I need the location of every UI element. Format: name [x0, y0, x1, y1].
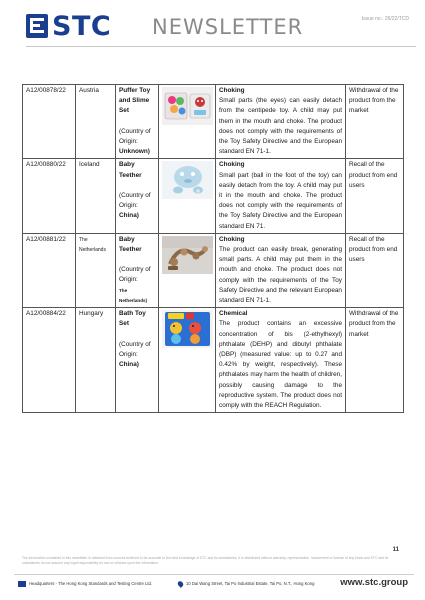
risk-type: Choking: [219, 161, 245, 169]
origin-label: (Country of Origin:: [119, 127, 151, 145]
measure-text: Withdrawal of the product from the market: [349, 310, 399, 338]
reference-cell: A12/00884/22: [23, 308, 76, 413]
reference-cell: A12/00878/22: [23, 85, 76, 159]
origin-value: The Netherlands): [119, 287, 148, 303]
photo-cell: [159, 159, 216, 233]
table-row: [23, 85, 404, 159]
risk-type: Chemical: [219, 310, 248, 318]
recall-table: [22, 84, 404, 413]
stc-logo-icon: [26, 14, 48, 38]
origin-label: (Country of Origin:: [119, 266, 151, 284]
risk-description: The product contains an excessive concentration of bis (2-ethylhexyl) phthalate (DEHP) and dibutyl phthalate (DBP) (measured value: up to 0.27 and 0.42% by weight, respectively). These phthalates may harm the health of children, possibly causing damage to the reproductive system. The product does not comply with the REACH Regulation.: [219, 320, 342, 410]
website-link[interactable]: www.stc.group: [340, 577, 408, 588]
table-row: [23, 159, 404, 233]
headquarters-label: Headquarters - The Hong Kong Standards and Testing Centre Ltd.: [29, 581, 152, 586]
risk-description: Small part (ball in the foot of the toy) can easily detach from the toy. A child may put it in the mouth and choke. The product does not comply with the requirements of the Toy Safety Directive and the European standard EN 71.: [219, 171, 342, 230]
reference-cell: A12/00880/22: [23, 159, 76, 233]
wooden-teether-photo: [162, 236, 213, 274]
product-cell: [116, 233, 159, 307]
product-name: Bath Toy Set: [119, 310, 146, 328]
newsletter-title: NEWSLETTER: [152, 15, 304, 39]
risk-description: Small parts (the eyes) can easily detach from the centipede toy. A child may put them in the mouth and choke. The product does not comply with the requirements of the Toy Safety Directive and the European standard EN 71-1.: [219, 97, 342, 156]
risk-cell: [216, 233, 346, 307]
risk-type: Choking: [219, 87, 245, 94]
risk-type: Choking: [219, 235, 245, 243]
puffer-toy-slime-set-photo: [162, 87, 213, 125]
bath-toy-set-photo: [162, 310, 213, 348]
photo-cell: [159, 85, 216, 159]
page-number: 11: [392, 547, 399, 553]
product-cell: [116, 159, 159, 233]
measure-text: Recall of the product from end users: [349, 235, 398, 264]
product-name: Baby Teether: [119, 161, 142, 179]
risk-cell: [216, 308, 346, 413]
product-cell: [116, 85, 159, 159]
measure-text: Recall of the product from end users: [349, 161, 398, 189]
notifying-country-cell: The Netherlands: [76, 233, 116, 307]
product-name: Baby Teether: [119, 235, 142, 254]
origin-label: (Country of Origin:: [119, 340, 151, 358]
measures-cell: [346, 159, 404, 233]
location-pin-icon: [177, 580, 185, 588]
origin-value: China): [119, 212, 139, 220]
product-name: Puffer Toy and Slime Set: [119, 87, 151, 115]
measures-cell: [346, 85, 404, 159]
risk-description: The product can easily break, generating small parts. A child may put them in the mouth and choke. The product does not comply with the requirements of the Toy Safety Directive and the relevant European standard EN 71-1.: [219, 246, 342, 305]
notifying-country-cell: Hungary: [76, 308, 116, 413]
baby-teether-photo: [162, 161, 213, 199]
origin-label: (Country of Origin:: [119, 191, 151, 210]
building-icon: [18, 581, 26, 587]
risk-cell: [216, 85, 346, 159]
notifying-country-cell: Austria: [76, 85, 116, 159]
risk-cell: [216, 159, 346, 233]
disclaimer-text: The information contained in this newsletter is obtained from sources believed to be accurate to the best knowledge of STC and its subsidiaries. It is distributed without warranty, representation, inducement or license of any kinds and STC and its subsidiaries do not assume any legal responsibility for use or reliance upon the information.: [22, 556, 389, 565]
issue-number: Issue no.: 26/22/TCD: [361, 16, 409, 22]
measures-cell: [346, 308, 404, 413]
table-row: [23, 308, 404, 413]
reference-cell: A12/00881/22: [23, 233, 76, 307]
brand-name: STC: [52, 11, 112, 42]
measure-text: Withdrawal of the product from the market: [349, 87, 399, 115]
origin-value: Unknown): [119, 148, 150, 156]
measures-cell: [346, 233, 404, 307]
table-row: [23, 233, 404, 307]
footer-divider: [14, 574, 414, 575]
page-header: [12, 8, 417, 48]
photo-cell: [159, 308, 216, 413]
product-cell: [116, 308, 159, 413]
notifying-country-cell: Iceland: [76, 159, 116, 233]
photo-cell: [159, 233, 216, 307]
header-divider: [26, 46, 416, 47]
origin-value: China): [119, 361, 139, 369]
address-text: 10 Dai Wang Street, Tai Po Industrial Estate, Tai Po, N.T., Hong Kong: [186, 581, 315, 586]
page-footer: [14, 574, 414, 594]
